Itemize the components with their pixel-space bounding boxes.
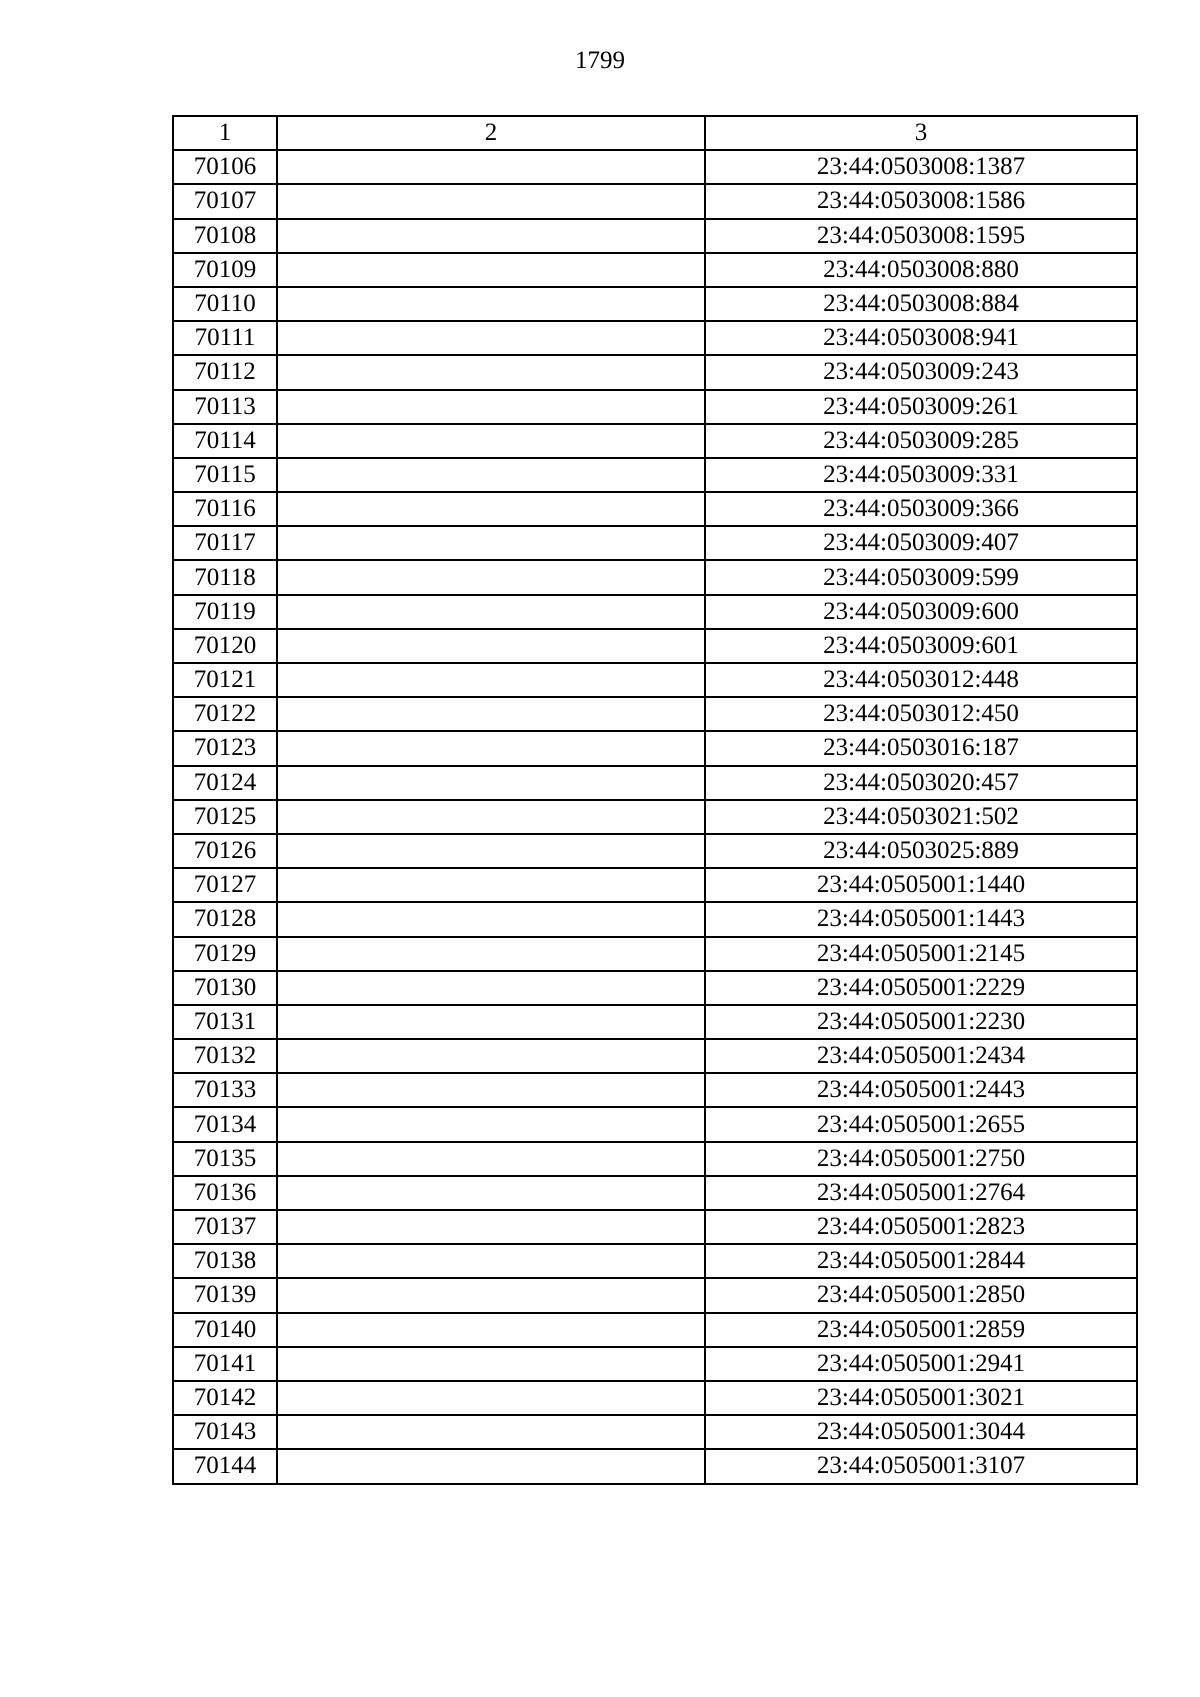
- table-row: [173, 1449, 1137, 1483]
- row-name-cell: [277, 1313, 705, 1347]
- row-name-cell: [277, 1210, 705, 1244]
- cadastral-number-cell: 23:44:0503008:1586: [705, 184, 1137, 218]
- row-number-cell: 70129: [173, 937, 277, 971]
- row-name-cell: [277, 458, 705, 492]
- row-number-cell: 70134: [173, 1107, 277, 1141]
- table-row: [173, 697, 1137, 731]
- table-row: [173, 560, 1137, 594]
- cadastral-number-cell: 23:44:0503008:1595: [705, 219, 1137, 253]
- table-row: [173, 868, 1137, 902]
- row-name-cell: [277, 390, 705, 424]
- cadastral-number-cell: 23:44:0505001:2230: [705, 1005, 1137, 1039]
- table-row: [173, 287, 1137, 321]
- row-name-cell: [277, 184, 705, 218]
- row-name-cell: [277, 219, 705, 253]
- row-name-cell: [277, 800, 705, 834]
- table-row: [173, 184, 1137, 218]
- table-row: [173, 458, 1137, 492]
- cadastral-number-cell: 23:44:0505001:2823: [705, 1210, 1137, 1244]
- row-name-cell: [277, 663, 705, 697]
- column-header-1: 1: [173, 116, 277, 150]
- row-number-cell: 70123: [173, 731, 277, 765]
- cadastral-number-cell: 23:44:0505001:2145: [705, 937, 1137, 971]
- row-name-cell: [277, 697, 705, 731]
- row-name-cell: [277, 1278, 705, 1312]
- table-row: [173, 253, 1137, 287]
- cadastral-number-cell: 23:44:0505001:2764: [705, 1176, 1137, 1210]
- row-number-cell: 70115: [173, 458, 277, 492]
- table-row: [173, 971, 1137, 1005]
- row-number-cell: 70114: [173, 424, 277, 458]
- row-number-cell: 70126: [173, 834, 277, 868]
- row-name-cell: [277, 1005, 705, 1039]
- row-name-cell: [277, 355, 705, 389]
- row-name-cell: [277, 321, 705, 355]
- cadastral-number-cell: 23:44:0503009:600: [705, 595, 1137, 629]
- cadastral-number-cell: 23:44:0503009:601: [705, 629, 1137, 663]
- row-number-cell: 70138: [173, 1244, 277, 1278]
- cadastral-number-cell: 23:44:0505001:2750: [705, 1142, 1137, 1176]
- cadastral-number-cell: 23:44:0505001:3044: [705, 1415, 1137, 1449]
- row-name-cell: [277, 1244, 705, 1278]
- row-name-cell: [277, 560, 705, 594]
- table-row: [173, 526, 1137, 560]
- table-row: [173, 1313, 1137, 1347]
- table-row: [173, 595, 1137, 629]
- row-number-cell: 70127: [173, 868, 277, 902]
- cadastral-number-cell: 23:44:0505001:2434: [705, 1039, 1137, 1073]
- row-number-cell: 70116: [173, 492, 277, 526]
- row-name-cell: [277, 902, 705, 936]
- cadastral-number-cell: 23:44:0505001:2229: [705, 971, 1137, 1005]
- table-row: [173, 492, 1137, 526]
- cadastral-number-cell: 23:44:0505001:2443: [705, 1073, 1137, 1107]
- cadastral-number-cell: 23:44:0503025:889: [705, 834, 1137, 868]
- table-row: [173, 834, 1137, 868]
- cadastral-number-cell: 23:44:0505001:2655: [705, 1107, 1137, 1141]
- row-number-cell: 70111: [173, 321, 277, 355]
- table-row: [173, 1039, 1137, 1073]
- row-number-cell: 70132: [173, 1039, 277, 1073]
- row-number-cell: 70125: [173, 800, 277, 834]
- table-body: [173, 150, 1137, 1483]
- table-row: [173, 766, 1137, 800]
- cadastral-number-cell: 23:44:0505001:2844: [705, 1244, 1137, 1278]
- cadastral-number-cell: 23:44:0503009:407: [705, 526, 1137, 560]
- table-row: [173, 1244, 1137, 1278]
- row-number-cell: 70121: [173, 663, 277, 697]
- row-number-cell: 70109: [173, 253, 277, 287]
- table-row: [173, 1415, 1137, 1449]
- cadastral-number-cell: 23:44:0503016:187: [705, 731, 1137, 765]
- row-name-cell: [277, 492, 705, 526]
- table-row: [173, 1005, 1137, 1039]
- cadastral-number-cell: 23:44:0503008:1387: [705, 150, 1137, 184]
- row-number-cell: 70135: [173, 1142, 277, 1176]
- cadastral-number-cell: 23:44:0505001:1443: [705, 902, 1137, 936]
- row-number-cell: 70117: [173, 526, 277, 560]
- row-name-cell: [277, 526, 705, 560]
- row-number-cell: 70143: [173, 1415, 277, 1449]
- row-number-cell: 70119: [173, 595, 277, 629]
- cadastral-number-cell: 23:44:0505001:2859: [705, 1313, 1137, 1347]
- cadastral-number-cell: 23:44:0503009:599: [705, 560, 1137, 594]
- table-row: [173, 1073, 1137, 1107]
- table-row: [173, 1278, 1137, 1312]
- cadastral-number-cell: 23:44:0505001:3107: [705, 1449, 1137, 1483]
- row-number-cell: 70110: [173, 287, 277, 321]
- row-name-cell: [277, 1415, 705, 1449]
- row-name-cell: [277, 937, 705, 971]
- table-row: [173, 731, 1137, 765]
- table-row: [173, 800, 1137, 834]
- row-name-cell: [277, 1381, 705, 1415]
- row-number-cell: 70122: [173, 697, 277, 731]
- table-header-row: [173, 116, 1137, 150]
- table-row: [173, 663, 1137, 697]
- row-number-cell: 70144: [173, 1449, 277, 1483]
- row-name-cell: [277, 766, 705, 800]
- page-number: 1799: [575, 47, 625, 74]
- cadastral-number-cell: 23:44:0503008:880: [705, 253, 1137, 287]
- row-name-cell: [277, 1073, 705, 1107]
- register-table: [172, 115, 1138, 1485]
- row-number-cell: 70118: [173, 560, 277, 594]
- cadastral-number-cell: 23:44:0503008:941: [705, 321, 1137, 355]
- cadastral-number-cell: 23:44:0503009:331: [705, 458, 1137, 492]
- table-row: [173, 1210, 1137, 1244]
- row-number-cell: 70140: [173, 1313, 277, 1347]
- cadastral-number-cell: 23:44:0505001:3021: [705, 1381, 1137, 1415]
- table-row: [173, 424, 1137, 458]
- row-name-cell: [277, 1039, 705, 1073]
- row-name-cell: [277, 629, 705, 663]
- row-number-cell: 70137: [173, 1210, 277, 1244]
- table-row: [173, 1381, 1137, 1415]
- cadastral-number-cell: 23:44:0503009:366: [705, 492, 1137, 526]
- row-name-cell: [277, 253, 705, 287]
- row-number-cell: 70142: [173, 1381, 277, 1415]
- cadastral-number-cell: 23:44:0503012:448: [705, 663, 1137, 697]
- table-row: [173, 355, 1137, 389]
- row-number-cell: 70112: [173, 355, 277, 389]
- cadastral-number-cell: 23:44:0503008:884: [705, 287, 1137, 321]
- table-row: [173, 1142, 1137, 1176]
- cadastral-number-cell: 23:44:0505001:1440: [705, 868, 1137, 902]
- cadastral-number-cell: 23:44:0505001:2941: [705, 1347, 1137, 1381]
- cadastral-number-cell: 23:44:0503009:261: [705, 390, 1137, 424]
- row-name-cell: [277, 424, 705, 458]
- row-name-cell: [277, 1107, 705, 1141]
- row-name-cell: [277, 1449, 705, 1483]
- row-number-cell: 70106: [173, 150, 277, 184]
- cadastral-number-cell: 23:44:0503020:457: [705, 766, 1137, 800]
- table-row: [173, 937, 1137, 971]
- cadastral-number-cell: 23:44:0503012:450: [705, 697, 1137, 731]
- row-name-cell: [277, 287, 705, 321]
- table-row: [173, 629, 1137, 663]
- row-name-cell: [277, 731, 705, 765]
- table-row: [173, 321, 1137, 355]
- table-row: [173, 219, 1137, 253]
- row-number-cell: 70139: [173, 1278, 277, 1312]
- table-row: [173, 150, 1137, 184]
- column-header-3: 3: [705, 116, 1137, 150]
- row-name-cell: [277, 1176, 705, 1210]
- row-number-cell: 70130: [173, 971, 277, 1005]
- table-row: [173, 390, 1137, 424]
- cadastral-number-cell: 23:44:0503009:285: [705, 424, 1137, 458]
- row-number-cell: 70133: [173, 1073, 277, 1107]
- cadastral-number-cell: 23:44:0503021:502: [705, 800, 1137, 834]
- table-row: [173, 1176, 1137, 1210]
- cadastral-number-cell: 23:44:0503009:243: [705, 355, 1137, 389]
- table-row: [173, 1107, 1137, 1141]
- row-number-cell: 70107: [173, 184, 277, 218]
- table-row: [173, 1347, 1137, 1381]
- row-number-cell: 70131: [173, 1005, 277, 1039]
- row-number-cell: 70120: [173, 629, 277, 663]
- row-number-cell: 70113: [173, 390, 277, 424]
- row-name-cell: [277, 971, 705, 1005]
- row-number-cell: 70108: [173, 219, 277, 253]
- row-number-cell: 70128: [173, 902, 277, 936]
- row-name-cell: [277, 834, 705, 868]
- row-name-cell: [277, 595, 705, 629]
- row-name-cell: [277, 150, 705, 184]
- row-name-cell: [277, 868, 705, 902]
- cadastral-number-cell: 23:44:0505001:2850: [705, 1278, 1137, 1312]
- row-number-cell: 70141: [173, 1347, 277, 1381]
- row-name-cell: [277, 1142, 705, 1176]
- column-header-2: 2: [277, 116, 705, 150]
- row-number-cell: 70136: [173, 1176, 277, 1210]
- table-row: [173, 902, 1137, 936]
- row-number-cell: 70124: [173, 766, 277, 800]
- row-name-cell: [277, 1347, 705, 1381]
